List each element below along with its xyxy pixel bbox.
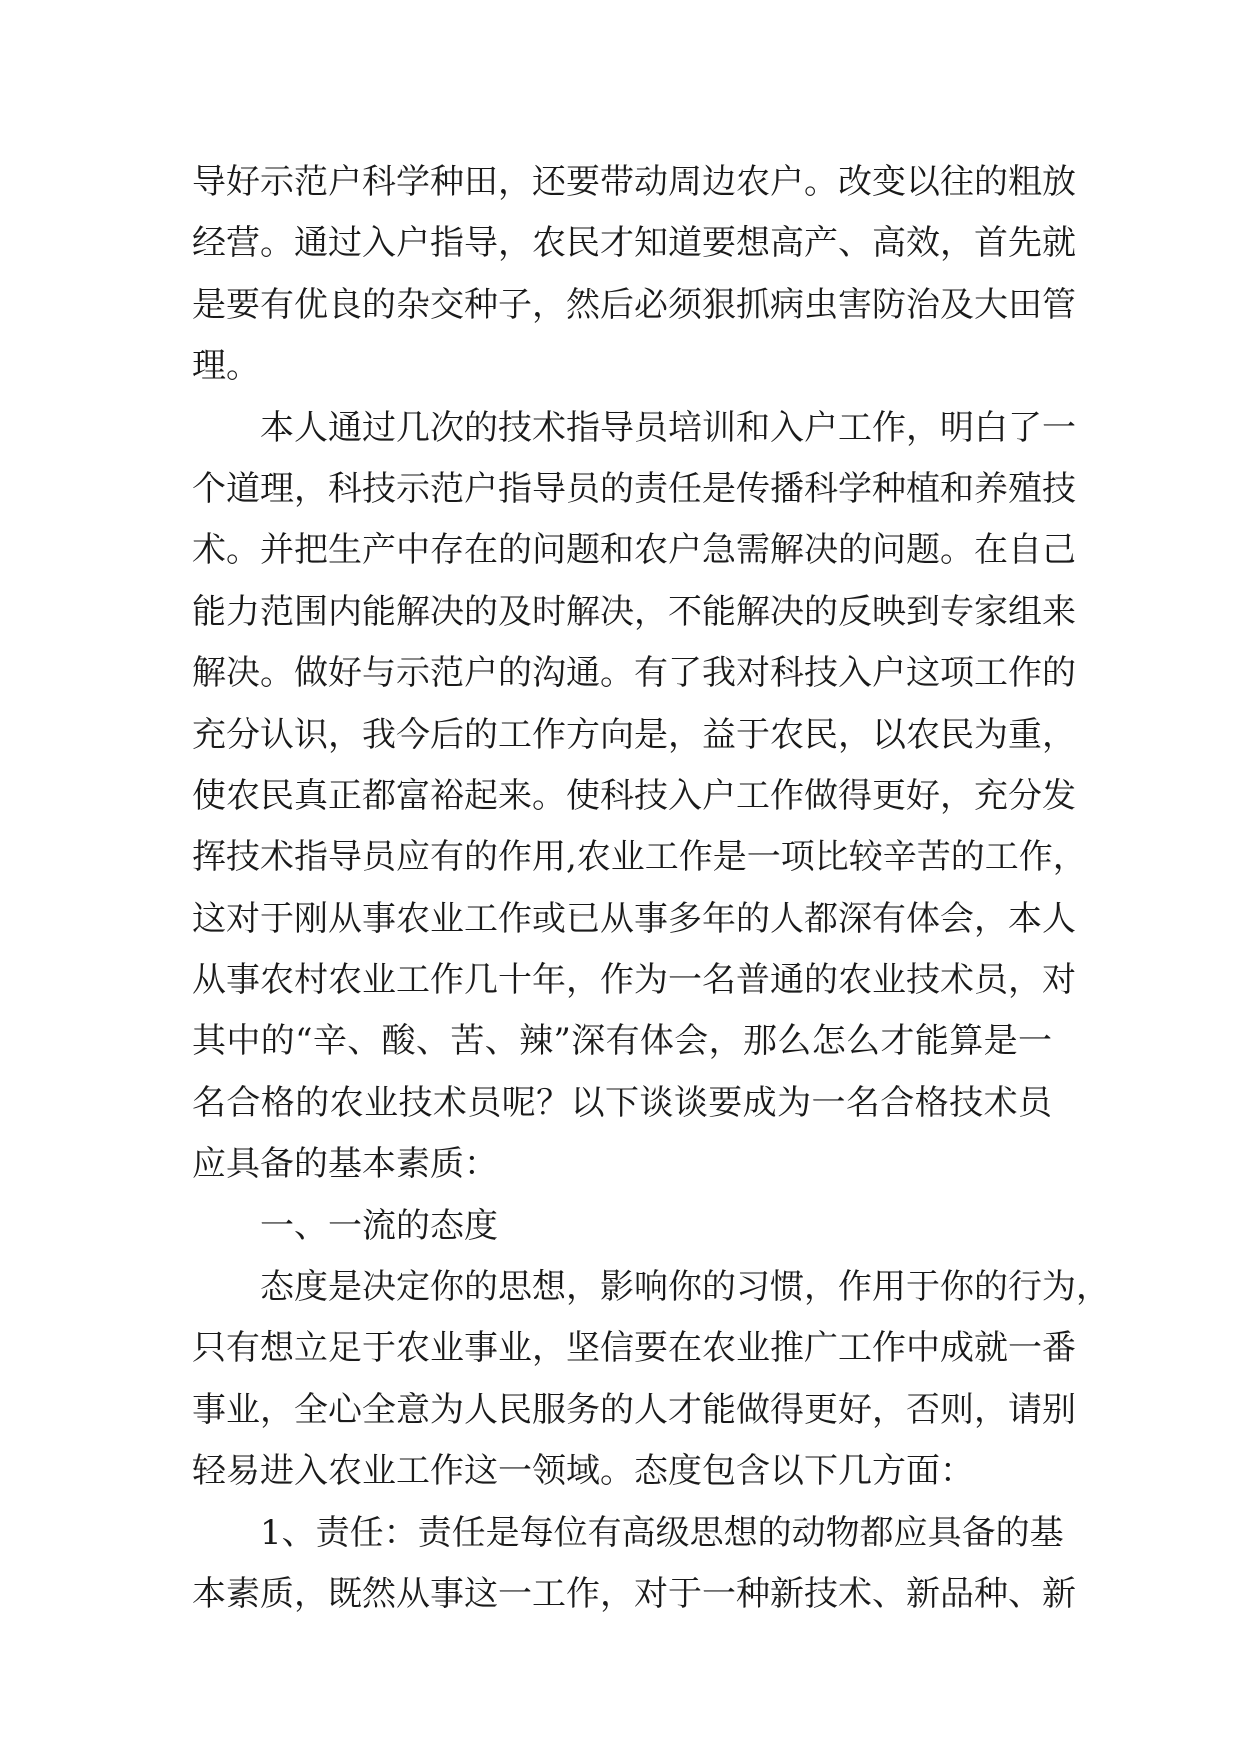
text-line: 这对于刚从事农业工作或已从事多年的人都深有体会，本人 <box>192 898 1076 939</box>
text-line: 个道理，科技示范户指导员的责任是传播科学种植和养殖技 <box>192 468 1076 509</box>
text-line: 态度是决定你的思想，影响你的习惯，作用于你的行为， <box>260 1267 1110 1308</box>
text-line: 理。 <box>192 346 260 387</box>
text-line: 导好示范户科学种田，还要带动周边农户。改变以往的粗放 <box>192 162 1076 202</box>
text-line: 其中的“辛、酸、苦、辣”深有体会，那么怎么才能算是一 <box>192 1021 1052 1062</box>
text-line: 充分认识，我今后的工作方向是，益于农民，以农民为重， <box>192 714 1076 755</box>
text-line: 是要有优良的杂交种子，然后必须狠抓病虫害防治及大田管 <box>192 284 1076 325</box>
text-line: 只有想立足于农业事业，坚信要在农业推广工作中成就一番 <box>192 1328 1076 1369</box>
text-line: 能力范围内能解决的及时解决，不能解决的反映到专家组来 <box>192 591 1076 632</box>
body-text <box>192 152 1110 1625</box>
section-heading: 一、一流的态度 <box>260 1205 498 1246</box>
text-line: 挥技术指导员应有的作用,农业工作是一项比较辛苦的工作， <box>192 837 1087 878</box>
text-line: 名合格的农业技术员呢？以下谈谈要成为一名合格技术员 <box>192 1082 1052 1123</box>
text-line: 应具备的基本素质： <box>192 1144 498 1185</box>
text-line: 本素质，既然从事这一工作，对于一种新技术、新品种、新 <box>192 1573 1076 1614</box>
text-line: 术。并把生产中存在的问题和农户急需解决的问题。在自己 <box>192 530 1076 571</box>
text-line: 本人通过几次的技术指导员培训和入户工作，明白了一 <box>260 407 1076 448</box>
text-line: 从事农村农业工作几十年，作为一名普通的农业技术员，对 <box>192 960 1076 1001</box>
text-line: 轻易进入农业工作这一领域。态度包含以下几方面： <box>192 1451 974 1492</box>
text-line: 使农民真正都富裕起来。使科技入户工作做得更好，充分发 <box>192 775 1076 816</box>
text-line: 经营。通过入户指导，农民才知道要想高产、高效，首先就 <box>192 223 1076 264</box>
text-line: 事业，全心全意为人民服务的人才能做得更好，否则，请别 <box>192 1389 1076 1430</box>
text-line: 1、责任：责任是每位有高级思想的动物都应具备的基 <box>260 1512 1064 1553</box>
text-line: 解决。做好与示范户的沟通。有了我对科技入户这项工作的 <box>192 653 1076 694</box>
